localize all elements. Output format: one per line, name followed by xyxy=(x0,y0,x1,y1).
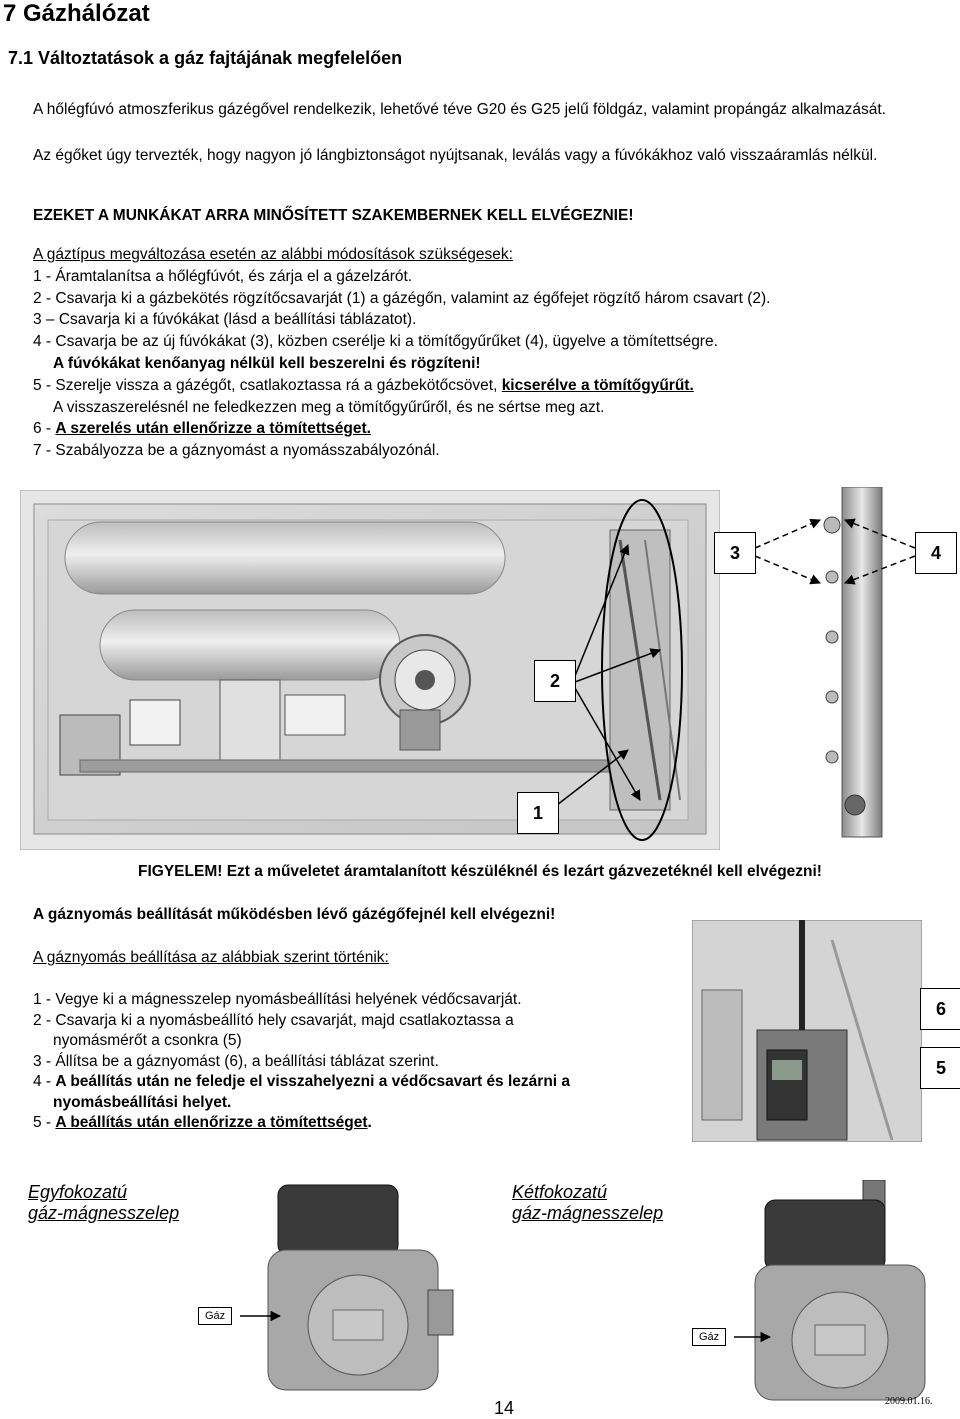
callout-2: 2 xyxy=(534,660,576,702)
adjust-step-2-cont: nyomásmérőt a csonkra (5) xyxy=(53,1032,242,1049)
callout-5: 5 xyxy=(920,1047,960,1089)
callout-1: 1 xyxy=(517,792,559,834)
two-stage-line2: gáz-mágnesszelep xyxy=(512,1203,664,1223)
chapter-heading: 7 Gázhálózat xyxy=(3,0,150,27)
step-7: 7 - Szabályozza be a gáznyomást a nyomásszabályozónál. xyxy=(33,442,440,460)
adjust-step-5-number: 5 - xyxy=(33,1114,56,1131)
step-3: 3 – Csavarja ki a fúvókákat (lásd a beállítási táblázatot). xyxy=(33,311,417,329)
adjust-step-2: 2 - Csavarja ki a nyomásbeállító hely csavarját, majd csatlakoztassa a xyxy=(33,1011,514,1029)
adjust-step-4-cont: nyomásbeállítási helyet. xyxy=(53,1093,232,1111)
callout-4: 4 xyxy=(915,532,957,574)
page-number: 14 xyxy=(494,1398,515,1418)
intro-paragraph-2: Az égőket úgy tervezték, hogy nagyon jó lángbiztonságot nyújtsanak, leválás vagy a fúvókákhoz való visszaáramlás nélkül. xyxy=(33,147,878,164)
step-6-number: 6 - xyxy=(33,420,56,438)
section-heading: 7.1 Változtatások a gáz fajtájának megfelelően xyxy=(8,48,403,68)
adjust-step-3: 3 - Állítsa be a gáznyomást (6), a beállítási táblázat szerint. xyxy=(33,1052,439,1070)
adjust-step-1: 1 - Vegye ki a mágnesszelep nyomásbeállítási helyének védőcsavarját. xyxy=(33,991,522,1008)
callout-6: 6 xyxy=(920,988,960,1030)
step-5-text: 5 - Szerelje vissza a gázégőt, csatlakoztassa rá a gázbekötőcsövet, xyxy=(33,376,502,394)
step-1: 1 - Áramtalanítsa a hőlégfúvót, és zárja el a gázelzárót. xyxy=(33,267,413,285)
adjust-step-4-text: A beállítás után ne feledje el visszahelyezni a védőcsavart és lezárni a xyxy=(55,1073,571,1090)
attention-label: FIGYELEM! xyxy=(138,863,223,880)
step-5-emphasis: kicserélve a tömítőgyűrűt. xyxy=(501,376,694,394)
attention-text: Ezt a műveletet áramtalanított készüléknél és lezárt gázvezetéknél kell elvégezni! xyxy=(222,863,822,880)
adjust-step-4-number: 4 - xyxy=(33,1073,56,1090)
document-date: 2009.01.16. xyxy=(885,1396,933,1407)
adjust-title: A gáznyomás beállítása az alábbiak szerint történik: xyxy=(33,949,389,966)
step-4: 4 - Csavarja be az új fúvókákat (3), közben cserélje ki a tömítőgyűrűket (4), ügyelve a tömítettségre. xyxy=(33,333,718,351)
step-5-note: A visszaszerelésnél ne feledkezzen meg a tömítőgyűrűről, és ne sértse meg azt. xyxy=(53,398,605,416)
adjust-note: A gáznyomás beállítását működésben lévő gázégőfejnél kell elvégezni! xyxy=(33,906,556,923)
qualified-staff-warning: EZEKET A MUNKÁKAT ARRA MINŐSÍTETT SZAKEMBERNEK KELL ELVÉGEZNIE! xyxy=(33,207,634,224)
single-stage-line1: Egyfokozatú xyxy=(28,1182,128,1202)
step-2: 2 - Csavarja ki a gázbekötés rögzítőcsavarját (1) a gázégőn, valamint az égőfejet rögzítő három csavart (2). xyxy=(33,289,771,307)
intro-paragraph-1: A hőlégfúvó atmoszferikus gázégővel rendelkezik, lehetővé téve G20 és G25 jelű földgáz, valamint propángáz alkalmazását. xyxy=(33,101,886,118)
two-stage-line1: Kétfokozatú xyxy=(512,1182,608,1202)
callout-3: 3 xyxy=(714,532,756,574)
adjust-step-5-text: A beállítás után ellenőrizze a tömítettséget xyxy=(55,1114,368,1131)
two-stage-valve-gas-label: Gáz xyxy=(692,1328,726,1346)
single-valve-gas-label: Gáz xyxy=(198,1307,232,1325)
single-stage-line2: gáz-mágnesszelep xyxy=(28,1203,180,1223)
steps-title: A gáztípus megváltozása esetén az alábbi módosítások szükségesek: xyxy=(33,246,513,263)
step-6-emphasis: A szerelés után ellenőrizze a tömítettséget. xyxy=(55,420,371,438)
step-4-note: A fúvókákat kenőanyag nélkül kell beszerelni és rögzíteni! xyxy=(53,354,481,372)
adjust-step-5-period: . xyxy=(367,1114,372,1131)
